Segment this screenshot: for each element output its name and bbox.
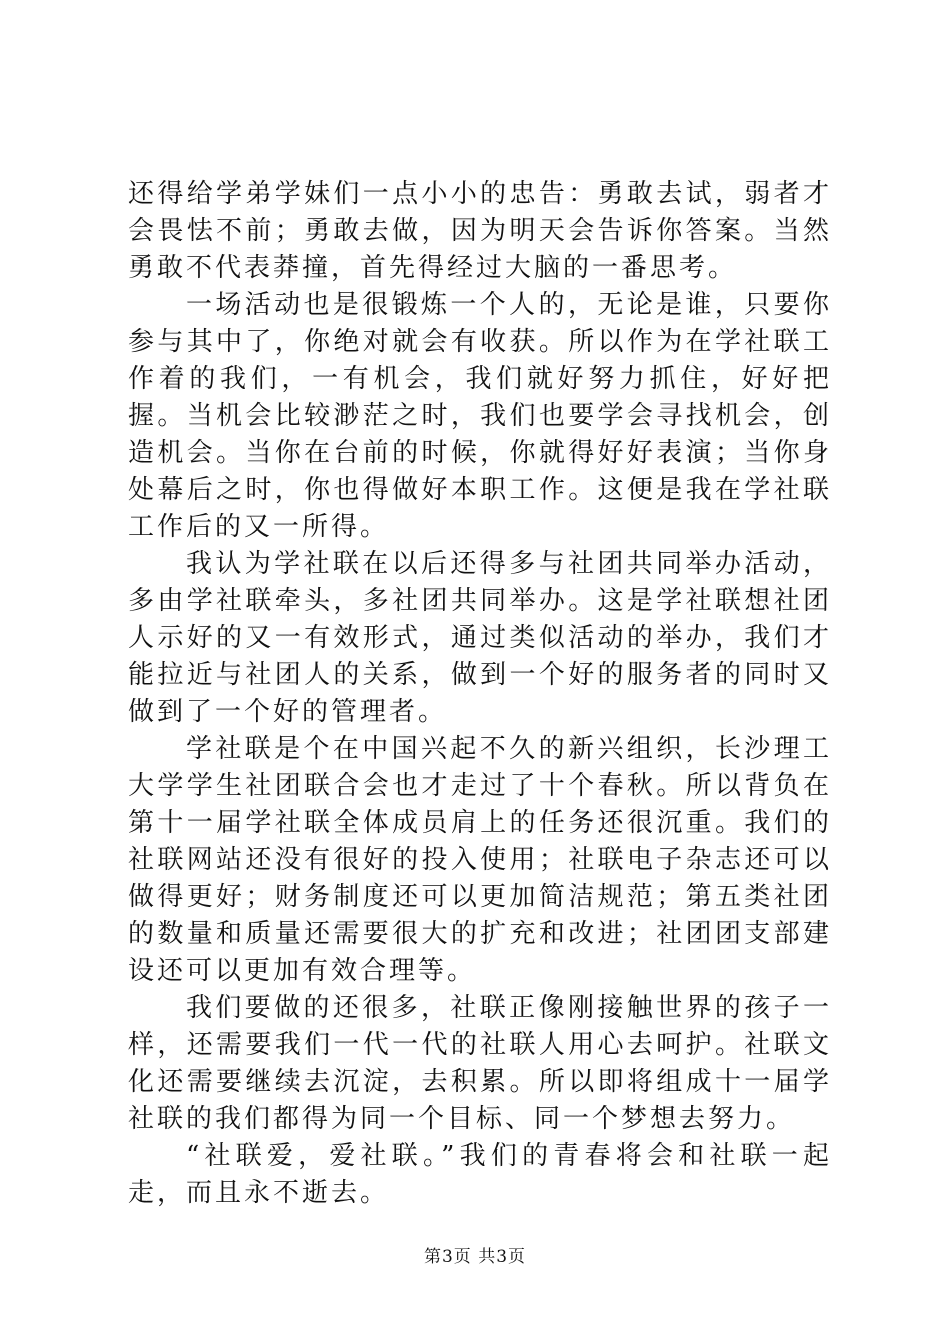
- paragraph-1: 还得给学弟学妹们一点小小的忠告：勇敢去试，弱者才会畏怯不前；勇敢去做，因为明天会告诉你答案。当然勇敢不代表莽撞，首先得经过大脑的一番思考。: [128, 179, 832, 283]
- paragraph-4: 学社联是个在中国兴起不久的新兴组织，长沙理工大学学生社团联合会也才走过了十个春秋。所以背负在第十一届学社联全体成员肩上的任务还很沉重。我们的社联网站还没有很好的投入使用；社联电子杂志还可以做得更好；财务制度还可以更加简洁规范；第五类社团的数量和质量还需要很大的扩充和改进；社团团支部建设还可以更加有效合理等。: [128, 734, 832, 986]
- paragraph-6: “社联爱，爱社联。”我们的青春将会和社联一起走，而且永不逝去。: [128, 1141, 832, 1208]
- paragraph-2: 一场活动也是很锻炼一个人的，无论是谁，只要你参与其中了，你绝对就会有收获。所以作为在学社联工作着的我们，一有机会，我们就好努力抓住，好好把握。当机会比较渺茫之时，我们也要学会寻找机会，创造机会。当你在台前的时候，你就得好好表演；当你身处幕后之时，你也得做好本职工作。这便是我在学社联工作后的又一所得。: [128, 290, 832, 542]
- paragraph-3: 我认为学社联在以后还得多与社团共同举办活动，多由学社联牵头，多社团共同举办。这是学社联想社团人示好的又一有效形式，通过类似活动的举办，我们才能拉近与社团人的关系，做到一个好的服务者的同时又做到了一个好的管理者。: [128, 549, 832, 727]
- document-body: [128, 176, 832, 1212]
- paragraph-5: 我们要做的还很多，社联正像刚接触世界的孩子一样，还需要我们一代一代的社联人用心去呵护。社联文化还需要继续去沉淀，去积累。所以即将组成十一届学社联的我们都得为同一个目标、同一个梦想去努力。: [128, 993, 832, 1134]
- page-number-footer: 第3页 共3页: [423, 1247, 527, 1267]
